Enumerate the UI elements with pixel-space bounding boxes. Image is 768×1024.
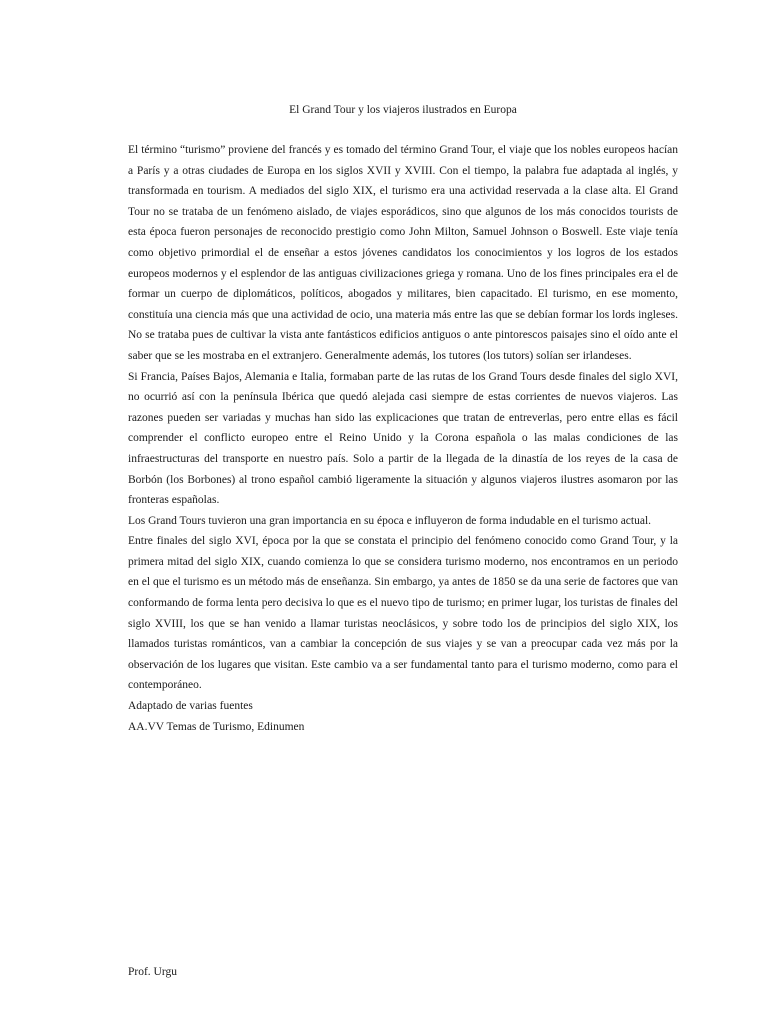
paragraph-1: El término “turismo” proviene del francés y es tomado del término Grand Tour, el viaje que los nobles europeos hacían a París y a otras ciudades de Europa en los siglos XVII y XVIII. Con el tiempo, la palabra fue adaptada al inglés, y transformada en tourism. A mediados del siglo XIX, el turismo era una actividad reservada a la clase alta. El Grand Tour no se trataba de un fenómeno aislado, de viajes esporádicos, sino que algunos de los más conocidos tourists de esta época fueron personajes de reconocido prestigio como John Milton, Samuel Johnson o Boswell. Este viaje tenía como objetivo primordial el de enseñar a estos jóvenes candidatos los conocimientos y los logros de los estados europeos modernos y el esplendor de las antiguas civilizaciones griega y romana. Uno de los fines principales era el de formar un cuerpo de diplomáticos, políticos, abogados y militares, bien capacitado. El turismo, en ese momento, constituía una ciencia más que una actividad de ocio, una materia más entre las que se debían formar los lords ingleses. No se trataba pues de cultivar la vista ante fantásticos edificios antiguos o ante pintorescos paisajes sino el oído ante el saber que se les mostraba en el extranjero. Generalmente además, los tutores (los tutors) solían ser irlandeses.: [128, 144, 678, 362]
paragraph-3: Los Grand Tours tuvieron una gran importancia en su época e influyeron de forma indudable en el turismo actual.: [128, 514, 652, 527]
footer-author: Prof. Urgu: [128, 966, 177, 978]
document-body: [128, 140, 678, 737]
source-attribution: Adaptado de varias fuentes: [128, 700, 253, 713]
paragraph-4: Entre finales del siglo XVI, época por la que se constata el principio del fenómeno conocido como Grand Tour, y la primera mitad del siglo XIX, cuando comienza lo que se considera turismo moderno, nos encontramos en un periodo en el que el turismo es un método más de enseñanza. Sin embargo, ya antes de 1850 se da una serie de factores que van conformando de forma lenta pero decisiva lo que es el nuevo tipo de turismo; en primer lugar, los turistas de finales del siglo XVIII, los que se han venido a llamar turistas neoclásicos, y sobre todo los de principios del siglo XIX, los llamados turistas románticos, van a cambiar la concepción de sus viajes y se van a preocupar cada vez más por la observación de los lugares que visitan. Este cambio va a ser fundamental tanto para el turismo moderno, como para el contemporáneo.: [128, 535, 678, 692]
document-title: El Grand Tour y los viajeros ilustrados en Europa: [289, 104, 517, 116]
paragraph-2: Si Francia, Países Bajos, Alemania e Italia, formaban parte de las rutas de los Grand Tours desde finales del siglo XVI, no ocurrió así con la península Ibérica que quedó alejada casi siempre de estas corrientes de nuevos viajeros. Las razones pueden ser variadas y muchas han sido las explicaciones que tratan de entreverlas, pero entre ellas es fácil comprender el conflicto europeo entre el Reino Unido y la Corona española o las malas condiciones de las infraestructuras del transporte en nuestro país. Solo a partir de la llegada de la dinastía de los reyes de la casa de Borbón (los Borbones) al trono español cambió ligeramente la situación y algunos viajeros ilustres asomaron por las fronteras españolas.: [128, 370, 678, 507]
source-reference: AA.VV Temas de Turismo, Edinumen: [128, 720, 305, 733]
